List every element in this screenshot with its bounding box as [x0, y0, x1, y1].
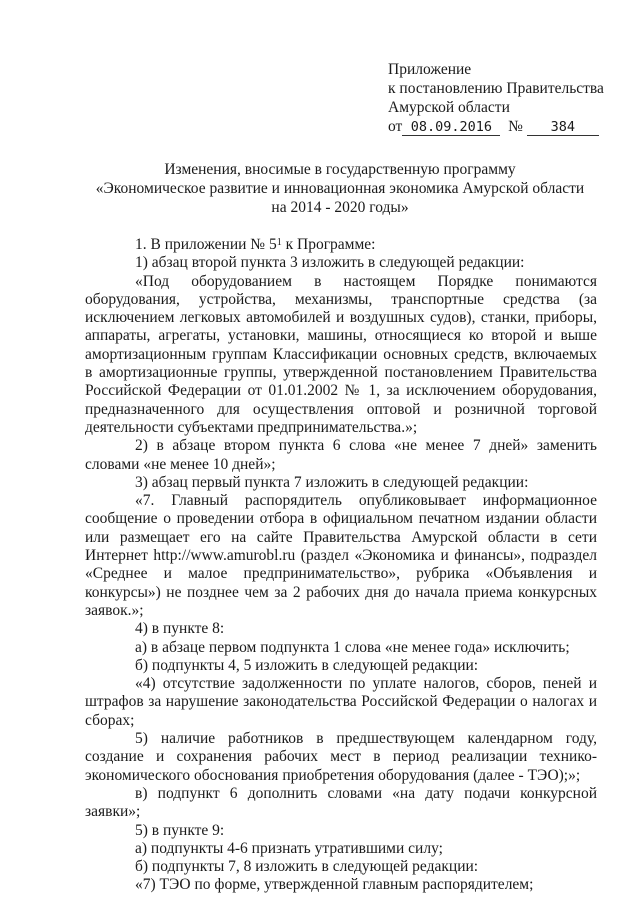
appendix-date-line: [388, 117, 604, 136]
paragraph: «7. Главный распорядитель опубликовывает информационное сообщение о проведении отбора в официальном печатном издании области или размещает его на сайте Правительства Амурской области в сети Интернет http://www.amurobl.ru (раздел «Экономика и финансы», подраздел «Среднее и малое предпринимательство», рубрика «Объявления и конкурсы») не позднее чем за 2 рабочих дня до начала приема конкурсных заявок.»;: [85, 492, 597, 619]
paragraph: «4) отсутствие задолженности по уплате налогов, сборов, пеней и штрафов за нарушение законодательства Российской Федерации о налогах и сборах;: [85, 675, 597, 729]
appendix-line-2: к постановлению Правительства: [388, 80, 604, 97]
document-body: [85, 236, 597, 895]
item-1-heading: 1. В приложении № $5^1$ к Программе:: [135, 236, 376, 253]
paragraph: 5) наличие работников в предшествующем календарном году, создание и сохранения рабочих мест в период реализации технико-экономического обоснования приобретения оборудования (далее - ТЭО);»;: [85, 730, 597, 784]
appendix-line-3: Амурской области: [388, 99, 510, 116]
paragraph: «Под оборудованием в настоящем Порядке понимаются оборудования, устройства, механизмы, транспортные средства (за исключением легковых автомобилей и воздушных судов), станки, приборы, аппараты, агрегаты, установки, машины, относящиеся ко второй и выше амортизационным группам Классификации основных средств, включаемых в амортизационные группы, утвержденной постановлением Правительства Российской Федерации от 01.01.2002 № 1, за исключением оборудования, предназначенного для осуществления оптовой и розничной торговой деятельности субъектами предпринимательства.»;: [85, 272, 597, 436]
appendix-line-1: Приложение: [388, 61, 472, 78]
paragraph: в) подпункт 6 дополнить словами «на дату подачи конкурсной заявки»;: [85, 784, 597, 821]
superscript: 1: [276, 237, 282, 248]
title-line-1: Изменения, вносимые в государственную программу: [164, 161, 516, 178]
title-line-3: на 2014 - 2020 годы»: [271, 199, 409, 216]
paragraph: 5) в пункте 9:: [135, 821, 225, 839]
paragraph: 2) в абзаце втором пункта 6 слова «не менее 7 дней» заменить словами «не менее 10 дней»;: [85, 437, 597, 473]
paragraph: 1) абзац второй пункта 3 изложить в следующей редакции:: [135, 254, 525, 272]
paragraph: 4) в пункте 8:: [135, 620, 225, 638]
document-title: [60, 160, 620, 217]
paragraph: б) подпункты 4, 5 изложить в следующей редакции:: [135, 656, 479, 674]
paragraph: 3) абзац первый пункта 7 изложить в следующей редакции:: [135, 473, 529, 491]
paragraph: «7) ТЭО по форме, утвержденной главным распорядителем;: [135, 876, 534, 894]
number-value: 384: [527, 120, 599, 136]
date-prefix: от: [388, 118, 403, 135]
date-value: 08.09.2016: [402, 120, 500, 136]
title-line-2: «Экономическое развитие и инновационная экономика Амурской области: [95, 180, 585, 197]
number-prefix: №: [508, 118, 523, 135]
appendix-block: [388, 60, 604, 136]
paragraph: а) подпункты 4-6 признать утратившими силу;: [135, 839, 443, 857]
paragraph: б) подпункты 7, 8 изложить в следующей редакции:: [135, 858, 479, 876]
paragraph: а) в абзаце первом подпункта 1 слова «не менее года» исключить;: [135, 638, 570, 656]
